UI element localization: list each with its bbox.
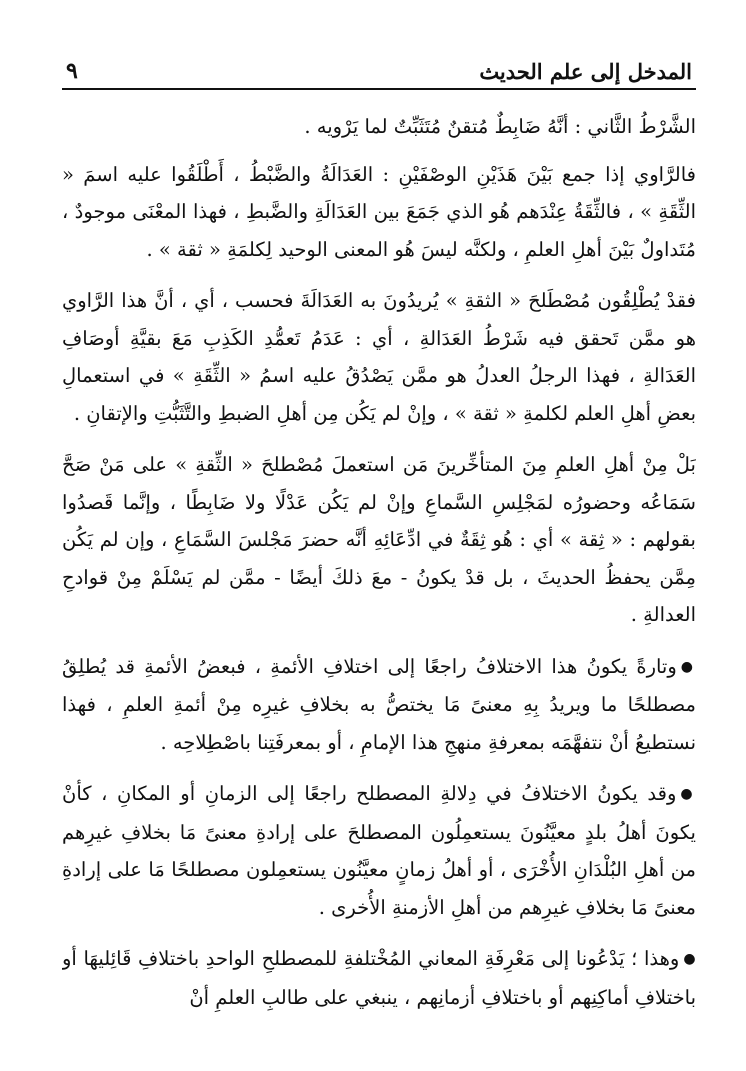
page-header	[62, 52, 696, 90]
paragraph-text: وهذا ؛ يَدْعُونا إلى مَعْرِفَةِ المعاني المُخْتلفةِ للمصطلحِ الواحدِ باختلافِ قَائِليهَا أو باختلافِ أماكِنِهم أو باختلافِ أزمانِهم ، ينبغي على طالبِ العلمِ أنْ	[62, 947, 696, 1009]
paragraph-imam-difference	[62, 648, 696, 762]
paragraph-text: فقدْ يُطْلِقُون مُصْطَلحَ « الثقةِ » يُريدُونَ به العَدَالَةَ فحسب ، أي ، أنَّ هذا الرَّاوي هو ممَّن تَحقق فيه شَرْطُ العَدَالةِ ، أي : عَدَمُ تَعمُّدِ الكَذِبِ مَعَ بقيَّةِ أوصَافِ العَدَالةِ ، فهذا الرجلُ العدلُ هو ممَّن يَصْدُقُ عليه اسمُ « الثِّقَةِ » في استعمالِ بعضِ أهلِ العلم لكلمةِ « ثقة » ، وإنْ لم يَكُن مِن أهلِ الضبطِ والتَّثَبُّتِ والإتقانِ .	[62, 289, 696, 425]
bullet-icon: ●	[683, 951, 696, 967]
paragraph-condition-two	[62, 108, 696, 146]
paragraph-thiqah-definition	[62, 156, 696, 269]
book-page	[62, 52, 696, 1052]
running-title: المدخل إلى علم الحديث	[479, 59, 692, 84]
paragraph-conclusion	[62, 940, 696, 1016]
bullet-icon: ●	[680, 786, 696, 802]
paragraph-text: بَلْ مِنْ أهلِ العلمِ مِنَ المتأخِّرينَ مَن استعملَ مُصْطلحَ « الثِّقةِ » على مَنْ صَحَّ سَمَاعُه وحضورُه لمَجْلِسِ السَّماعِ وإنْ لم يَكُن عَدْلًا ولا ضَابِطًا ، وإنَّما قَصدُوا بقولهم : « ثِقة » أي : هُو ثِقَةٌ في ادِّعَائِهِ أنَّه حضرَ مَجْلسَ السَّمَاعِ ، وإن لم يَكُن مِمَّن يحفظُ الحديثَ ، بل قدْ يكونُ - معَ ذلكَ أيضًا - ممَّن لم يَسْلَمْ مِنْ قوادحِ العدالةِ .	[62, 453, 696, 626]
bullet-icon: ●	[680, 658, 696, 675]
page-body	[62, 90, 696, 1016]
paragraph-time-place	[62, 775, 696, 926]
paragraph-later-scholars	[62, 446, 696, 634]
paragraph-text: فالرَّاوي إذا جمع بَيْنَ هَذَيْنِ الوصْفَيْنِ : العَدَالَةُ والضَّبْطُ ، أَطْلَقُوا عليه اسمَ « الثِّقَةِ » ، فالثِّقَةُ عِنْدَهم هُو الذي جَمَعَ بين العَدَالَةِ والضَّبطِ ، فهذا المعْنَى موجودٌ ، مُتَداولٌ بَيْنَ أهلِ العلمِ ، ولكنَّه ليسَ هُو المعنى الوحيد لِكلمَةِ « ثقة » .	[62, 162, 696, 261]
page-number: ٩	[66, 58, 78, 84]
paragraph-text: وتارةً يكونُ هذا الاختلافُ راجعًا إلى اختلافِ الأئمةِ ، فبعضُ الأئمةِ قد يُطلِقُ مصطلحًا ما ويريدُ بِهِ معنىً مَا يختصُّ به بخلافِ غيرِه مِنْ أئمةِ العلمِ ، فهذا نستطيعُ أنْ نتفهَّمَه بمعرفةِ منهجِ هذا الإمامِ ، أو بمعرفَتِنا باصْطِلاحِه .	[62, 654, 696, 754]
paragraph-text: الشَّرْطُ الثَّاني : أنَّهُ ضَابِطٌ مُتقنٌ مُتَثَبِّتٌ لما يَرْويه .	[304, 115, 696, 138]
paragraph-text: وقد يكونُ الاختلافُ في دِلالةِ المصطلح راجعًا إلى الزمانِ أو المكانِ ، كأنْ يكونَ أهلُ بلدٍ معيَّنُونَ يستعمِلُون المصطلحَ على إرادةِ معنىً مَا بخلافِ غيرِهم من أهلِ البُلْدَانِ الأُخْرَى ، أو أهلُ زمانٍ معيَّنُون يستعمِلون مصطلحًا مَا على إرادةِ معنىً مَا بخلافِ غيرِهم من أهلِ الأزمنةِ الأُخرى .	[62, 782, 696, 919]
paragraph-adalah-only	[62, 282, 696, 432]
